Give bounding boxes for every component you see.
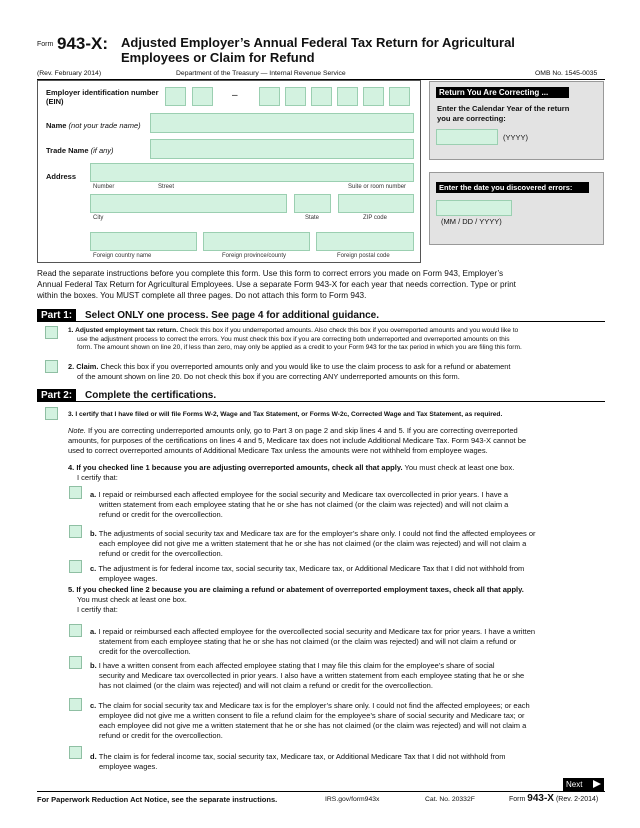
street-caption: Street — [158, 184, 175, 190]
line4-title: 4. If you checked line 1 because you are adjusting overreported amounts, check all that apply. — [68, 463, 403, 472]
trade-name-input[interactable] — [150, 139, 414, 159]
correcting-instruction-line2: you are correcting: — [437, 114, 506, 123]
part1-header — [37, 309, 605, 322]
suite-caption: Suite or room number — [348, 184, 407, 190]
foreign-province-caption: Foreign province/county — [222, 253, 287, 259]
footer-form-number: 943-X — [527, 793, 554, 804]
part2-header — [37, 389, 605, 402]
line4-heading — [68, 463, 514, 473]
line5d-l2: employee wages. — [99, 761, 158, 771]
ein-digit-1[interactable] — [165, 87, 186, 106]
line1-text — [68, 327, 522, 353]
part1-title: Select ONLY one process. See page 4 for additional guidance. — [85, 310, 379, 321]
line5c-text — [90, 701, 530, 741]
line4c-l1-text: The adjustment is for federal income tax, social security tax, Medicare tax, or Additional Medicare Tax that I did not withhold from — [98, 564, 525, 573]
line4b-l1-text: The adjustments of social security tax and Medicare tax are for the employer’s share only. I could not find the affected employees or — [98, 529, 536, 538]
line4b-l3: refund or credit for the overcollection. — [99, 548, 223, 558]
name-label-text: Name — [46, 121, 67, 130]
foreign-country-input[interactable] — [90, 232, 197, 251]
line5c-l1-text: The claim for social security tax and Medicare tax is for the employer’s share only. I could not find the affected employees; or each — [98, 701, 530, 710]
next-label: Next — [566, 780, 583, 789]
note-label: Note. — [68, 426, 86, 435]
ein-digit-4[interactable] — [285, 87, 306, 106]
line4b-checkbox[interactable] — [69, 525, 82, 538]
form-label: Form — [37, 41, 54, 48]
line5-must: You must check at least one box. — [77, 594, 187, 604]
note-text — [68, 426, 526, 456]
catalog-number: Cat. No. 20332F — [425, 796, 475, 803]
line5b-l1 — [90, 661, 524, 671]
line5d-checkbox[interactable] — [69, 746, 82, 759]
line5b-checkbox[interactable] — [69, 656, 82, 669]
line5b-l1-text: I have a written consent from each affected employee stating that I may file this claim for the employee’s share of social — [98, 661, 495, 670]
intro-line3: within the boxes. You MUST complete all three pages. Do not attach this form to Form 943. — [37, 291, 367, 301]
line4a-l2: written statement from each employee stating that he or she has not claimed (or the claim was rejected) and will not claim a — [99, 499, 509, 509]
line5a-l1 — [90, 627, 535, 637]
part2-title: Complete the certifications. — [85, 390, 217, 401]
line1-text-l1 — [68, 327, 522, 336]
line5b-letter: b. — [90, 661, 99, 670]
city-caption: City — [93, 215, 104, 221]
line4b-letter: b. — [90, 529, 99, 538]
line1-text-l2: use the adjustment process to correct the errors. You must check this box if you are correcting both underreported and overreported amounts on this — [77, 335, 510, 343]
line5a-l1-text: I repaid or reimbursed each affected employee for the overcollected social security and Medicare tax for prior years. I have a written — [98, 627, 536, 636]
ein-digit-5[interactable] — [311, 87, 332, 106]
line2-text-l1 — [68, 362, 510, 372]
ein-digit-8[interactable] — [389, 87, 410, 106]
state-input[interactable] — [294, 194, 331, 213]
line4-rest: You must check at least one box. — [402, 463, 515, 472]
line1-title: 1. Adjusted employment tax return. — [68, 327, 179, 334]
discovered-header: Enter the date you discovered errors: — [436, 182, 589, 193]
line5a-checkbox[interactable] — [69, 624, 82, 637]
line4a-l1-text: I repaid or reimbursed each affected employee for the social security and Medicare tax overcollected in prior years. I have a — [98, 490, 508, 499]
line4c-letter: c. — [90, 564, 99, 573]
line2-text — [68, 362, 510, 382]
correcting-header: Return You Are Correcting ... — [436, 87, 569, 98]
line5a-text — [90, 627, 535, 657]
ein-digit-3[interactable] — [259, 87, 280, 106]
line5b-l3: has not claimed (or the claim was rejected) and will not claim a refund or credit for the overcollection. — [99, 680, 433, 690]
trade-name-label-text: Trade Name — [46, 146, 89, 155]
correction-year-input[interactable] — [436, 129, 498, 145]
line5a-l2: statement from each employee stating that he or she has not claimed (or the claim was rejected) and will not claim a refund or — [99, 636, 517, 646]
line4c-checkbox[interactable] — [69, 560, 82, 573]
name-label — [46, 121, 141, 130]
paperwork-notice: For Paperwork Reduction Act Notice, see the separate instructions. — [37, 795, 278, 804]
part1-label: Part 1: — [37, 309, 76, 322]
line4b-l1 — [90, 529, 536, 539]
department: Department of the Treasury — Internal Revenue Service — [176, 70, 346, 77]
note-line1-text: If you are correcting underreported amounts only, go to Part 3 on page 2 and skip lines 4 and 5. If you are correcting overreported — [85, 426, 518, 435]
ein-label-line1: Employer identification number — [46, 88, 159, 97]
city-input[interactable] — [90, 194, 287, 213]
trade-name-note: (if any) — [90, 146, 114, 155]
foreign-province-input[interactable] — [203, 232, 310, 251]
footer-form-word: Form — [509, 796, 526, 803]
line5a-l3: credit for the overcollection. — [99, 646, 191, 656]
ein-digit-7[interactable] — [363, 87, 384, 106]
line5d-text — [90, 752, 505, 772]
line3-checkbox[interactable] — [45, 407, 58, 420]
line5c-letter: c. — [90, 701, 99, 710]
line4b-l2: each employee did not give me a written statement that he or she has not claimed (or the claim was rejected) and will not claim a — [99, 538, 527, 548]
form-number: 943-X: — [57, 34, 109, 53]
intro-line1: Read the separate instructions before you complete this form. Use this form to correct errors you made on Form 943, Employer’s — [37, 269, 504, 278]
line2-text-l2: of the amount shown on line 20. Do not check this box if you are correcting ANY underreported amounts on this form. — [77, 371, 460, 381]
zip-caption: ZIP code — [363, 215, 387, 221]
line5-text — [68, 585, 524, 615]
foreign-country-caption: Foreign country name — [93, 253, 152, 259]
name-input[interactable] — [150, 113, 414, 133]
line4b-text — [90, 529, 536, 559]
line2-checkbox[interactable] — [45, 360, 58, 373]
ein-label — [46, 88, 159, 106]
line5d-l1 — [90, 752, 505, 762]
intro-text — [37, 268, 516, 302]
line5d-letter: d. — [90, 752, 99, 761]
line2-desc: Check this box if you overreported amounts only and you would like to use the claim process to ask for a refund or abatement — [100, 362, 511, 371]
note-line1 — [68, 426, 526, 436]
footer-rule — [37, 791, 605, 792]
line4a-text — [90, 490, 508, 520]
year-format: (YYYY) — [503, 133, 529, 142]
line5-heading: 5. If you checked line 2 because you are claiming a refund or abatement of overreported employment taxes, check all that apply. — [68, 585, 524, 594]
line4-text — [68, 463, 514, 483]
revision-date: (Rev. February 2014) — [37, 70, 102, 77]
foreign-postal-caption: Foreign postal code — [337, 253, 390, 259]
ein-digit-2[interactable] — [192, 87, 213, 106]
irs-url: IRS.gov/form943x — [325, 796, 380, 803]
foreign-postal-input[interactable] — [316, 232, 414, 251]
part2-label: Part 2: — [37, 389, 76, 402]
line5c-l1 — [90, 701, 530, 711]
ein-dash: – — [232, 90, 238, 101]
line1-desc: Check this box if you underreported amounts. Also check this box if you overreported amounts and you would like to — [179, 327, 519, 334]
discovered-date-input[interactable] — [436, 200, 512, 216]
line4c-l1 — [90, 564, 524, 574]
line4a-l1 — [90, 490, 508, 500]
name-label-note: (not your trade name) — [68, 121, 141, 130]
ein-digit-6[interactable] — [337, 87, 358, 106]
omb-number: OMB No. 1545-0035 — [535, 70, 598, 77]
arrow-right-icon — [593, 780, 601, 788]
line4a-checkbox[interactable] — [69, 486, 82, 499]
line5c-l3: each employee did not give me a written statement that he or she has not claimed (or the claim was rejected) and will not claim a — [99, 720, 527, 730]
line5b-l2: security and Medicare tax overcollected in prior years. I also have a written statement from each employee stating that he or she — [99, 670, 525, 680]
zip-input[interactable] — [338, 194, 414, 213]
line5d-l1-text: The claim is for federal income tax, social security tax, Medicare tax, or Additional Medicare Tax that I did not withhold from — [98, 752, 506, 761]
note-line3: used to correct overreported amounts of Additional Medicare Tax unless the amounts were not withheld from employee wages. — [68, 445, 488, 455]
line1-text-l3: form. The amount shown on line 20, if less than zero, may only be applied as a credit to your Form 943 for the tax period in which you are filing this form. — [77, 344, 522, 352]
footer-revision: (Rev. 2-2014) — [555, 796, 599, 803]
line4c-l2: employee wages. — [99, 573, 158, 583]
intro-line2: Annual Federal Tax Return for Agricultural Employees. Use a separate Form 943-X for each year that needs correction. Type or print — [37, 280, 516, 290]
line4c-text — [90, 564, 524, 584]
line1-checkbox[interactable] — [45, 326, 58, 339]
line4a-l3: refund or credit for the overcollection. — [99, 509, 223, 519]
page-title-line1: Adjusted Employer’s Annual Federal Tax Return for Agricultural — [121, 35, 515, 50]
line3-text: 3. I certify that I have filed or will file Forms W-2, Wage and Tax Statement, or Forms W-2c, Corrected Wage and Tax Statement, as required. — [68, 411, 503, 418]
line4-certify: I certify that: — [77, 472, 118, 482]
correcting-instruction-line1: Enter the Calendar Year of the return — [437, 104, 570, 113]
page-title-line2: Employees or Claim for Refund — [121, 50, 315, 65]
line2-title: 2. Claim. — [68, 362, 99, 371]
footer-form-id — [509, 793, 598, 804]
address-label: Address — [46, 172, 77, 181]
line5c-l4: refund or credit for the overcollection. — [99, 730, 223, 740]
line5b-text — [90, 661, 524, 691]
note-line2: amounts, for purposes of the certifications on lines 4 and 5, Medicare tax does not include Additional Medicare Tax. Form 943-X cannot be — [68, 435, 527, 445]
number-caption: Number — [93, 184, 115, 190]
line5c-checkbox[interactable] — [69, 698, 82, 711]
line5c-l2: employee did not give me a written consent to file a refund claim for the employee’s share of social security and Medicare tax; or — [99, 710, 525, 720]
trade-name-label — [46, 146, 114, 155]
line5a-letter: a. — [90, 627, 99, 636]
state-caption: State — [305, 215, 320, 221]
line4a-letter: a. — [90, 490, 99, 499]
page-title — [121, 35, 515, 65]
next-page-button[interactable] — [563, 778, 604, 791]
date-format: (MM / DD / YYYY) — [441, 217, 502, 226]
address-number-input[interactable] — [90, 163, 414, 182]
correcting-instruction — [437, 104, 569, 124]
line5-certify: I certify that: — [77, 604, 118, 614]
ein-label-line2: (EIN) — [46, 97, 64, 106]
